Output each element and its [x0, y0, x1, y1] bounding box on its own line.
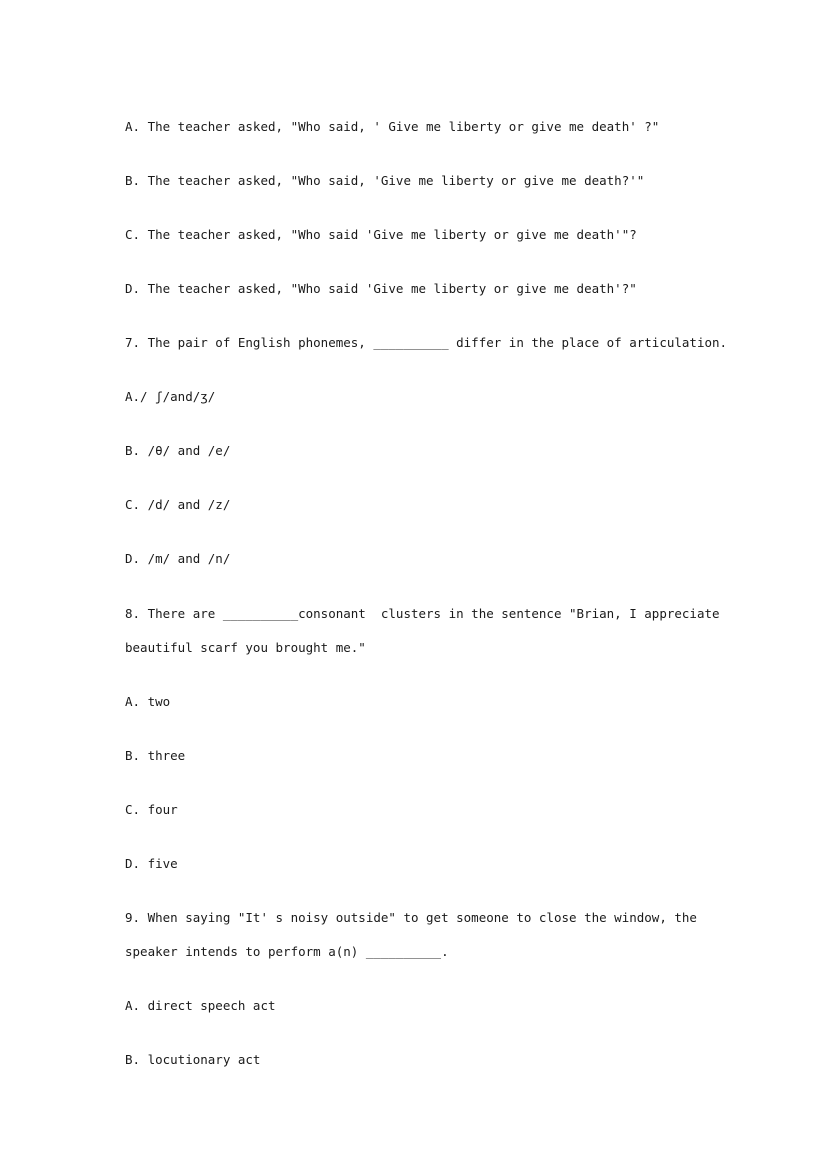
q7-option-d: D. /m/ and /n/	[125, 551, 231, 566]
q8-option-a: A. two	[125, 694, 171, 709]
q6-option-a: A. The teacher asked, "Who said, ' Give me liberty or give me death' ?"	[125, 119, 660, 134]
q8-option-d: D. five	[125, 856, 178, 871]
question-7: 7. The pair of English phonemes, __________ differ in the place of articulation.	[125, 335, 728, 350]
question-8-line-2: beautiful scarf you brought me."	[125, 640, 366, 655]
q6-option-c: C. The teacher asked, "Who said 'Give me liberty or give me death'"?	[125, 227, 637, 242]
question-8-line-1: 8. There are __________consonant clusters in the sentence "Brian, I appreciate	[125, 606, 720, 621]
q7-option-b: B. /θ/ and /e/	[125, 443, 231, 458]
q8-option-b: B. three	[125, 748, 186, 763]
q7-option-a: A./ ʃ/and/ʒ/	[125, 389, 216, 404]
q6-option-b: B. The teacher asked, "Who said, 'Give me liberty or give me death?'"	[125, 173, 645, 188]
q9-option-a: A. direct speech act	[125, 998, 276, 1013]
q9-option-b: B. locutionary act	[125, 1052, 261, 1067]
q6-option-d: D. The teacher asked, "Who said 'Give me liberty or give me death'?"	[125, 281, 637, 296]
q8-option-c: C. four	[125, 802, 178, 817]
question-9-line-2: speaker intends to perform a(n) __________.	[125, 944, 449, 959]
q7-option-c: C. /d/ and /z/	[125, 497, 231, 512]
question-9-line-1: 9. When saying "It' s noisy outside" to get someone to close the window, the	[125, 910, 697, 925]
